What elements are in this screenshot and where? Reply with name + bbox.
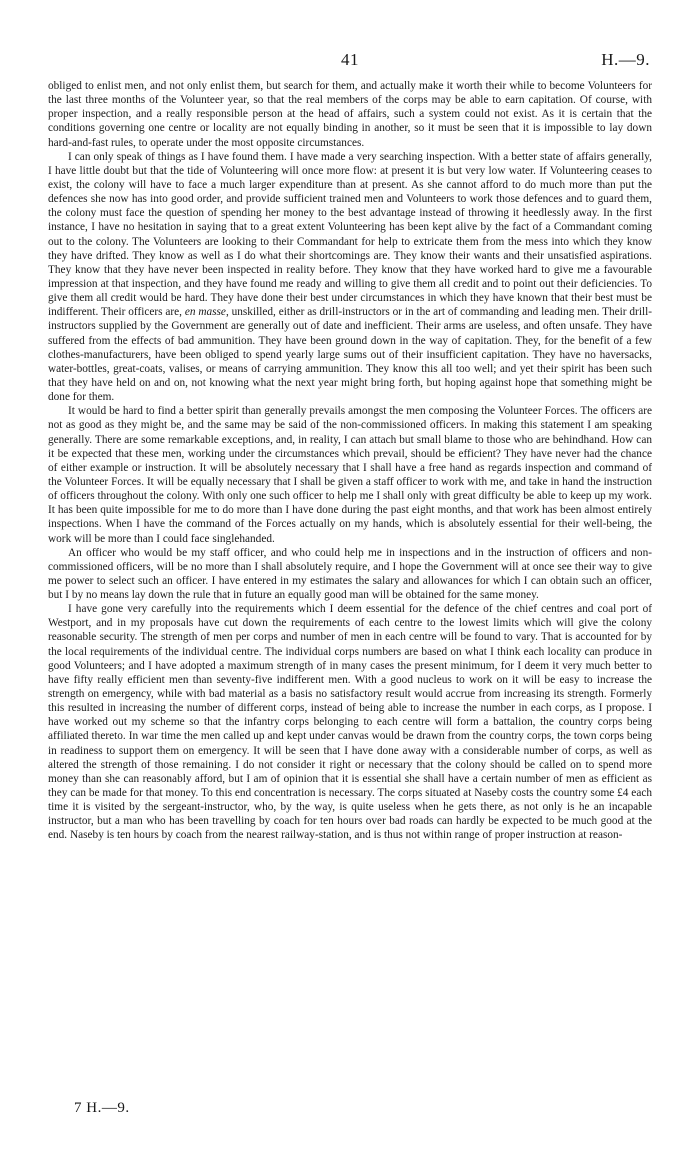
paragraph — [48, 79, 652, 150]
page-header — [48, 50, 652, 76]
document-reference: H.—9. — [601, 50, 650, 69]
paragraph — [48, 602, 652, 842]
text-run: It would be hard to find a better spirit than generally prevails amongst the men composing the Volunteer Forces. The officers are not as good as they might be, and the same may be said of the non-commissioned officers. In making this statement I am speaking generally. There are some remarkable exceptions, and, in reality, I can attach but small blame to those who are behindhand. How can it be expected that these men, working under the circumstances which prevail, should be efficient? They have never had the chance of either example or instruction. It will be absolutely necessary that I shall have a free hand as regards inspection and command of the Volunteer Forces. It will be equally necessary that I shall be given a staff officer to work with me, and take in hand the instruction of officers throughout the colony. With only one such officer to help me I shall only with great difficulty be able to keep up my work. It has been quite impossible for me to do more than I have done during the past eight months, and that work has been almost entirely inspections. When I have the command of the Forces actually on my hands, which is absolutely essential for their well-being, the work will be more than I could face singlehanded. — [48, 405, 652, 545]
text-run: An officer who would be my staff officer, and who could help me in inspections and in the instruction of officers and non-commissioned officers, will be no more than I shall absolutely require, and I hope the Government will at once see their way to give me power to select such an officer. I have entered in my estimates the salary and allowances for which I can obtain such an officer, but I by no means lay down the rule that in future an equally good man will be obtained for the same money. — [48, 546, 652, 602]
paragraph — [48, 404, 652, 545]
body-text — [48, 79, 652, 843]
paragraph — [48, 546, 652, 603]
text-run: I can only speak of things as I have found them. I have made a very searching inspection. With a better state of affairs generally, I have little doubt but that the tide of Volunteering will once more flow: at present it is but very low water. If Volunteering ceases to exist, the colony will have to face a much larger expenditure than at present. As she cannot afford to do much more than put the defences she now has into good order, and provide sufficient trained men and Volunteers to work those defences and to guard them, the colony must face the question of spending her money to the best advantage instead of throwing it heedlessly away. In the first instance, I have no hesitation in saying that to a great extent Volunteering has been kept alive by the fact of a Commandant coming out to the colony. The Volunteers are looking to their Commandant for help to extricate them from the mess into which they know they have drifted. They know as well as I do what their shortcomings are. They know their wants and their unsatisfied aspirations. They know that they have never been inspected in reality before. They know that they have worked hard to give me a favourable impression at that inspection, and they have found me ready and willing to give them all credit and to point out their deficiencies. To give them all credit would be hard. They have done their best under circumstances in which they have known that their best must be indifferent. Their officers are, — [48, 150, 652, 319]
text-run: I have gone very carefully into the requirements which I deem essential for the defence of the chief centres and coal port of Westport, and in my proposals have cut down the requirements of each centre to the lowest limits which will give the colony reasonable security. The strength of men per corps and number of men in each centre will be found to vary. That is accounted for by the local requirements of the individual centre. The individual corps numbers are based on what I think each locality can produce in good Volunteers; and I have adopted a maximum strength of in many cases the present minimum, for I deem it very much better to have fifty really efficient men than seventy-five indifferent men. With a good nucleus to work on it will be easy to increase the strength on emergency, while with bad material as a basis no satisfactory result would accrue from increasing its strength. Formerly this resulted in increasing the number of different corps, instead of being able to increase the number in each corps, as I propose. I have worked out my scheme so that the infantry corps belonging to each centre will form a battalion, the country corps being affiliated thereto. In war time the men called up and kept under canvas would be drawn from the country corps, the town corps being in readiness to support them on emergency. It will be seen that I have done away with a considerable number of corps, as well as altered the strength of those remaining. I do not consider it right or necessary that the colony should be called on to spend more money than she can reasonably afford, but I am of opinion that it is essential she shall have a certain number of men as efficient as they can be made for that money. To this end concentration is necessary. The corps situated at Naseby costs the country some £4 each time it is visited by the sergeant-instructor, who, by the way, is quite useless when he gets there, as not only is he an incapable instructor, but a man who has been travelling by coach for ten hours over bad roads can hardly be expected to be much good at the end. Naseby is ten hours by coach from the nearest railway-station, and is thus not within range of proper instruction at reason- — [48, 603, 652, 842]
paragraph — [48, 150, 652, 405]
page-number: 41 — [341, 50, 359, 69]
text-run: obliged to enlist men, and not only enlist them, but search for them, and actually make it worth their while to become Volunteers for the last three months of the Volunteer year, so that the real members of the corps may be able to earn capitation. Of course, with proper inspection, and a really responsible person at the head of affairs, such a system could not exist. As it is certain that the conditions governing one centre or locality are not equally binding in another, so it must be seen that it is impossible to lay down hard-and-fast rules, to operate under the most opposite circumstances. — [48, 80, 652, 149]
document-page — [48, 0, 652, 1174]
printer-signature: 7 H.—9. — [74, 1100, 130, 1116]
italic-phrase: en masse — [184, 306, 226, 319]
text-run: , unskilled, either as drill-instructors or in the art of commanding and leading men. Their drill-instructors supplied by the Government are generally out of date and inefficient. Their arms are useless, and often unsafe. They have suffered from the effects of bad ammunition. They have been ground down in the way of capitation. They, for the benefit of a few clothes-manufacturers, have been obliged to spend yearly large sums out of their insufficient capitation. They have no haversacks, water-bottles, great-coats, valises, or means of carrying ammunition. They know this all too well; and yet their spirit has been such that they have held on and on, not knowing what the next year might bring forth, but hoping against hope that something might be done for them. — [48, 306, 652, 404]
